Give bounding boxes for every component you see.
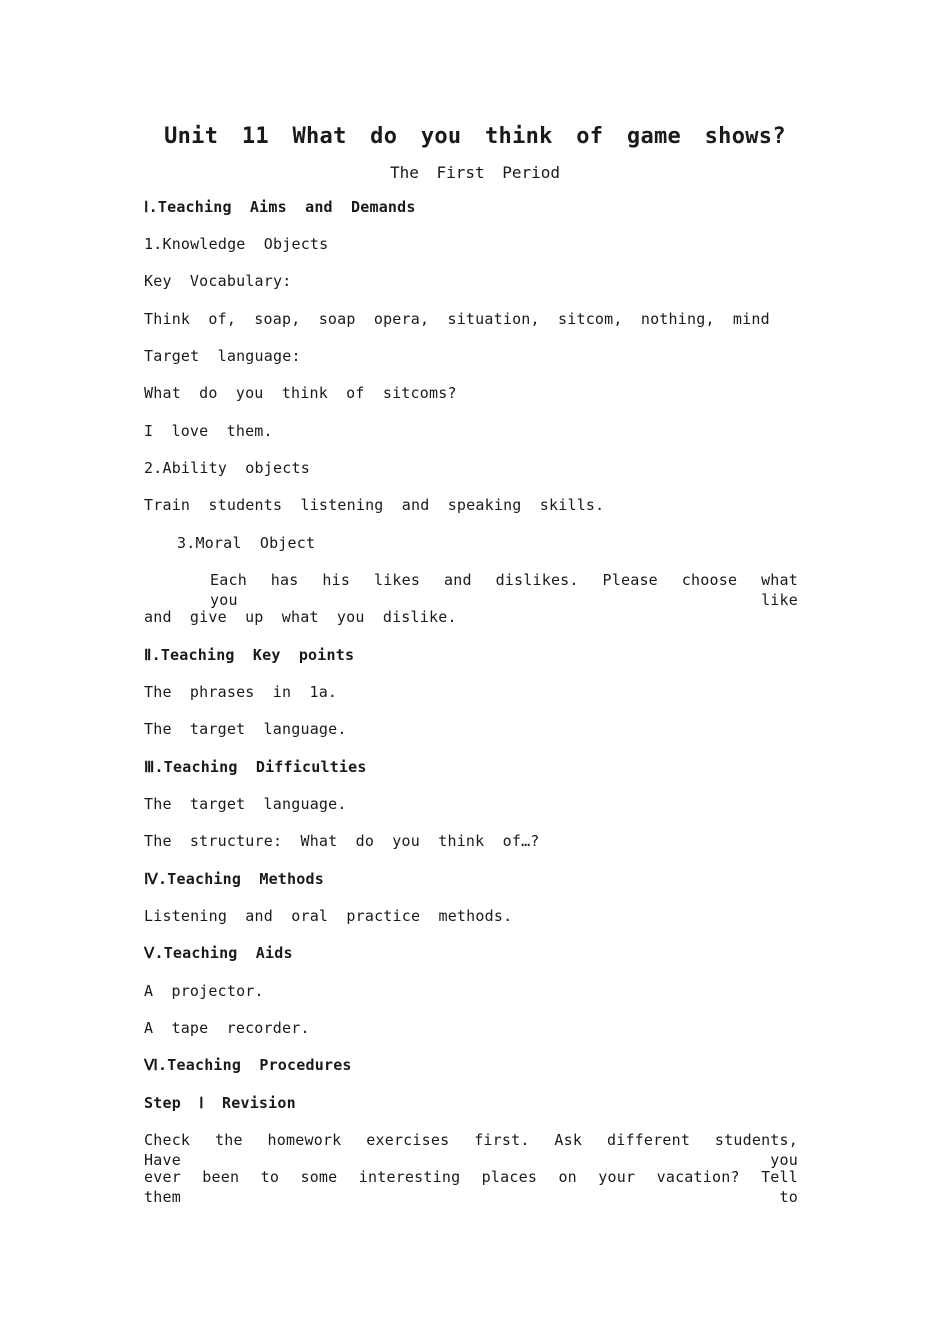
step1-text-line-2: ever been to some interesting places on your vacation? Tell them to — [144, 1168, 798, 1206]
aids-heading: Ⅴ.Teaching Aids — [144, 944, 293, 962]
difficulties-item-2: The structure: What do you think of…? — [144, 832, 540, 850]
target-answer: I love them. — [144, 422, 273, 440]
aims-heading: Ⅰ.Teaching Aims and Demands — [144, 198, 416, 216]
methods-item-1: Listening and oral practice methods. — [144, 907, 513, 925]
moral-text-line-1: Each has his likes and dislikes. Please choose what you like — [210, 571, 798, 609]
document-subtitle: The First Period — [389, 163, 561, 182]
target-language-label: Target language: — [144, 347, 301, 365]
difficulties-heading: Ⅲ.Teaching Difficulties — [144, 758, 367, 776]
key-points-heading: Ⅱ.Teaching Key points — [144, 646, 355, 664]
target-question: What do you think of sitcoms? — [144, 384, 457, 402]
moral-heading: 3.Moral Object — [177, 534, 316, 552]
key-vocab-words: Think of, soap, soap opera, situation, sitcom, nothing, mind — [144, 310, 770, 328]
difficulties-item-1: The target language. — [144, 795, 347, 813]
moral-text-line-2: and give up what you dislike. — [144, 608, 457, 626]
ability-text: Train students listening and speaking skills. — [144, 496, 605, 514]
methods-heading: Ⅳ.Teaching Methods — [144, 870, 324, 888]
key-vocab-label: Key Vocabulary: — [144, 272, 292, 290]
key-points-item-1: The phrases in 1a. — [144, 683, 338, 701]
step1-heading: Step Ⅰ Revision — [144, 1094, 296, 1112]
aids-item-2: A tape recorder. — [144, 1019, 310, 1037]
aids-item-1: A projector. — [144, 982, 264, 1000]
step1-text-line-1: Check the homework exercises first. Ask different students, Have you — [144, 1131, 798, 1169]
procedures-heading: Ⅵ.Teaching Procedures — [144, 1056, 352, 1074]
ability-heading: 2.Ability objects — [144, 459, 310, 477]
document-title: Unit 11 What do you think of game shows? — [164, 124, 786, 149]
key-points-item-2: The target language. — [144, 720, 347, 738]
knowledge-heading: 1.Knowledge Objects — [144, 235, 329, 253]
